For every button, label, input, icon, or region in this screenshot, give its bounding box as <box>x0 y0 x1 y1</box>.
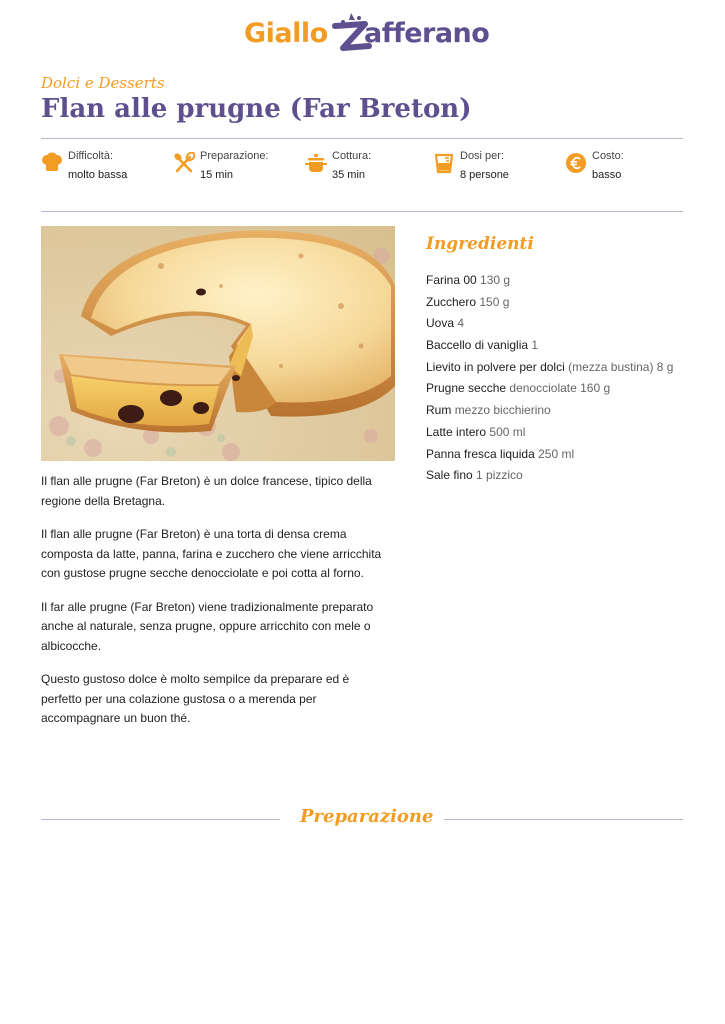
info-label: Costo: <box>592 150 624 162</box>
info-label: Preparazione: <box>200 150 269 162</box>
intro-paragraph: Il far alle prugne (Far Breton) viene tradizionalmente preparato anche al naturale, senza prugne, oppure arricchito con mele o albicocche. <box>41 599 374 653</box>
ingredient-qty: denocciolate 160 g <box>509 381 611 396</box>
preparation-title: Preparazione <box>300 806 434 827</box>
info-value: molto bassa <box>68 169 128 181</box>
ingredients-list <box>426 270 673 487</box>
ingredient-name: Sale fino <box>426 468 473 483</box>
recipe-photo <box>41 226 395 461</box>
ingredient-qty: 1 <box>531 338 539 353</box>
ingredient-name: Farina 00 <box>426 273 477 287</box>
ingredient-qty: 250 ml <box>538 446 575 461</box>
ingredient-name: Baccello di vaniglia <box>426 338 529 353</box>
measuring-cup-icon <box>433 152 455 174</box>
ingredient-item <box>426 378 673 400</box>
ingredients-title: Ingredienti <box>426 234 534 254</box>
ingredient-name: Rum <box>426 403 452 418</box>
preparation-divider-left <box>41 819 280 820</box>
ingredient-qty: 500 ml <box>489 424 526 439</box>
logo-text-right: afferano <box>364 18 490 49</box>
ingredient-item <box>426 270 673 292</box>
ingredient-qty: (mezza bustina) 8 g <box>568 359 674 374</box>
ingredient-name: Panna fresca liquida <box>426 446 535 461</box>
recipe-intro <box>41 472 391 743</box>
header-divider <box>41 138 683 139</box>
ingredient-item <box>426 422 673 444</box>
ingredient-item <box>426 292 673 314</box>
info-value: 15 min <box>200 169 234 181</box>
ingredient-item <box>426 400 673 422</box>
info-value: 8 persone <box>460 169 509 181</box>
recipe-title: Flan alle prugne (Far Breton) <box>41 94 472 124</box>
info-label: Difficoltà: <box>68 150 114 162</box>
ingredient-item <box>426 357 673 379</box>
intro-paragraph: Il flan alle prugne (Far Breton) è un dolce francese, tipico della regione della Bretagna. <box>41 474 372 508</box>
intro-paragraph: Il flan alle prugne (Far Breton) è una torta di densa crema composta da latte, panna, farina e zucchero che viene arricchita con gustose prugne secche denocciolate e poi cotta al forno. <box>41 527 382 580</box>
ingredient-name: Latte intero <box>426 424 487 439</box>
whisk-spoon-icon <box>173 152 195 174</box>
ingredient-name: Lievito in polvere per dolci <box>426 359 565 374</box>
giallozafferano-logo <box>244 8 490 54</box>
info-label: Cottura: <box>332 150 372 162</box>
ingredient-qty: mezzo bicchierino <box>454 403 551 418</box>
ingredient-item <box>426 444 673 466</box>
preparation-divider-right <box>444 819 683 820</box>
ingredient-qty: 130 g <box>480 273 511 287</box>
logo-text-left: Giallo <box>244 18 328 49</box>
euro-coin-icon <box>565 152 587 174</box>
chef-hat-icon <box>41 152 63 174</box>
ingredient-qty: 1 pizzico <box>476 468 523 483</box>
info-value: 35 min <box>332 169 366 181</box>
ingredient-qty: 4 <box>457 316 465 331</box>
ingredient-item <box>426 465 673 487</box>
cooking-pot-icon <box>305 152 327 174</box>
info-value: basso <box>592 169 622 181</box>
info-divider <box>41 211 683 212</box>
recipe-category: Dolci e Desserts <box>41 74 165 92</box>
ingredient-name: Uova <box>426 316 455 331</box>
info-label: Dosi per: <box>460 150 505 162</box>
intro-paragraph: Questo gustoso dolce è molto sempilce da preparare ed è perfetto per una colazione gustosa o a merenda per accompagnare un buon thé. <box>41 672 350 725</box>
ingredient-item <box>426 335 673 357</box>
ingredient-qty: 150 g <box>479 294 510 309</box>
ingredient-name: Zucchero <box>426 294 477 309</box>
ingredient-name: Prugne secche <box>426 381 507 396</box>
ingredient-item <box>426 313 673 335</box>
